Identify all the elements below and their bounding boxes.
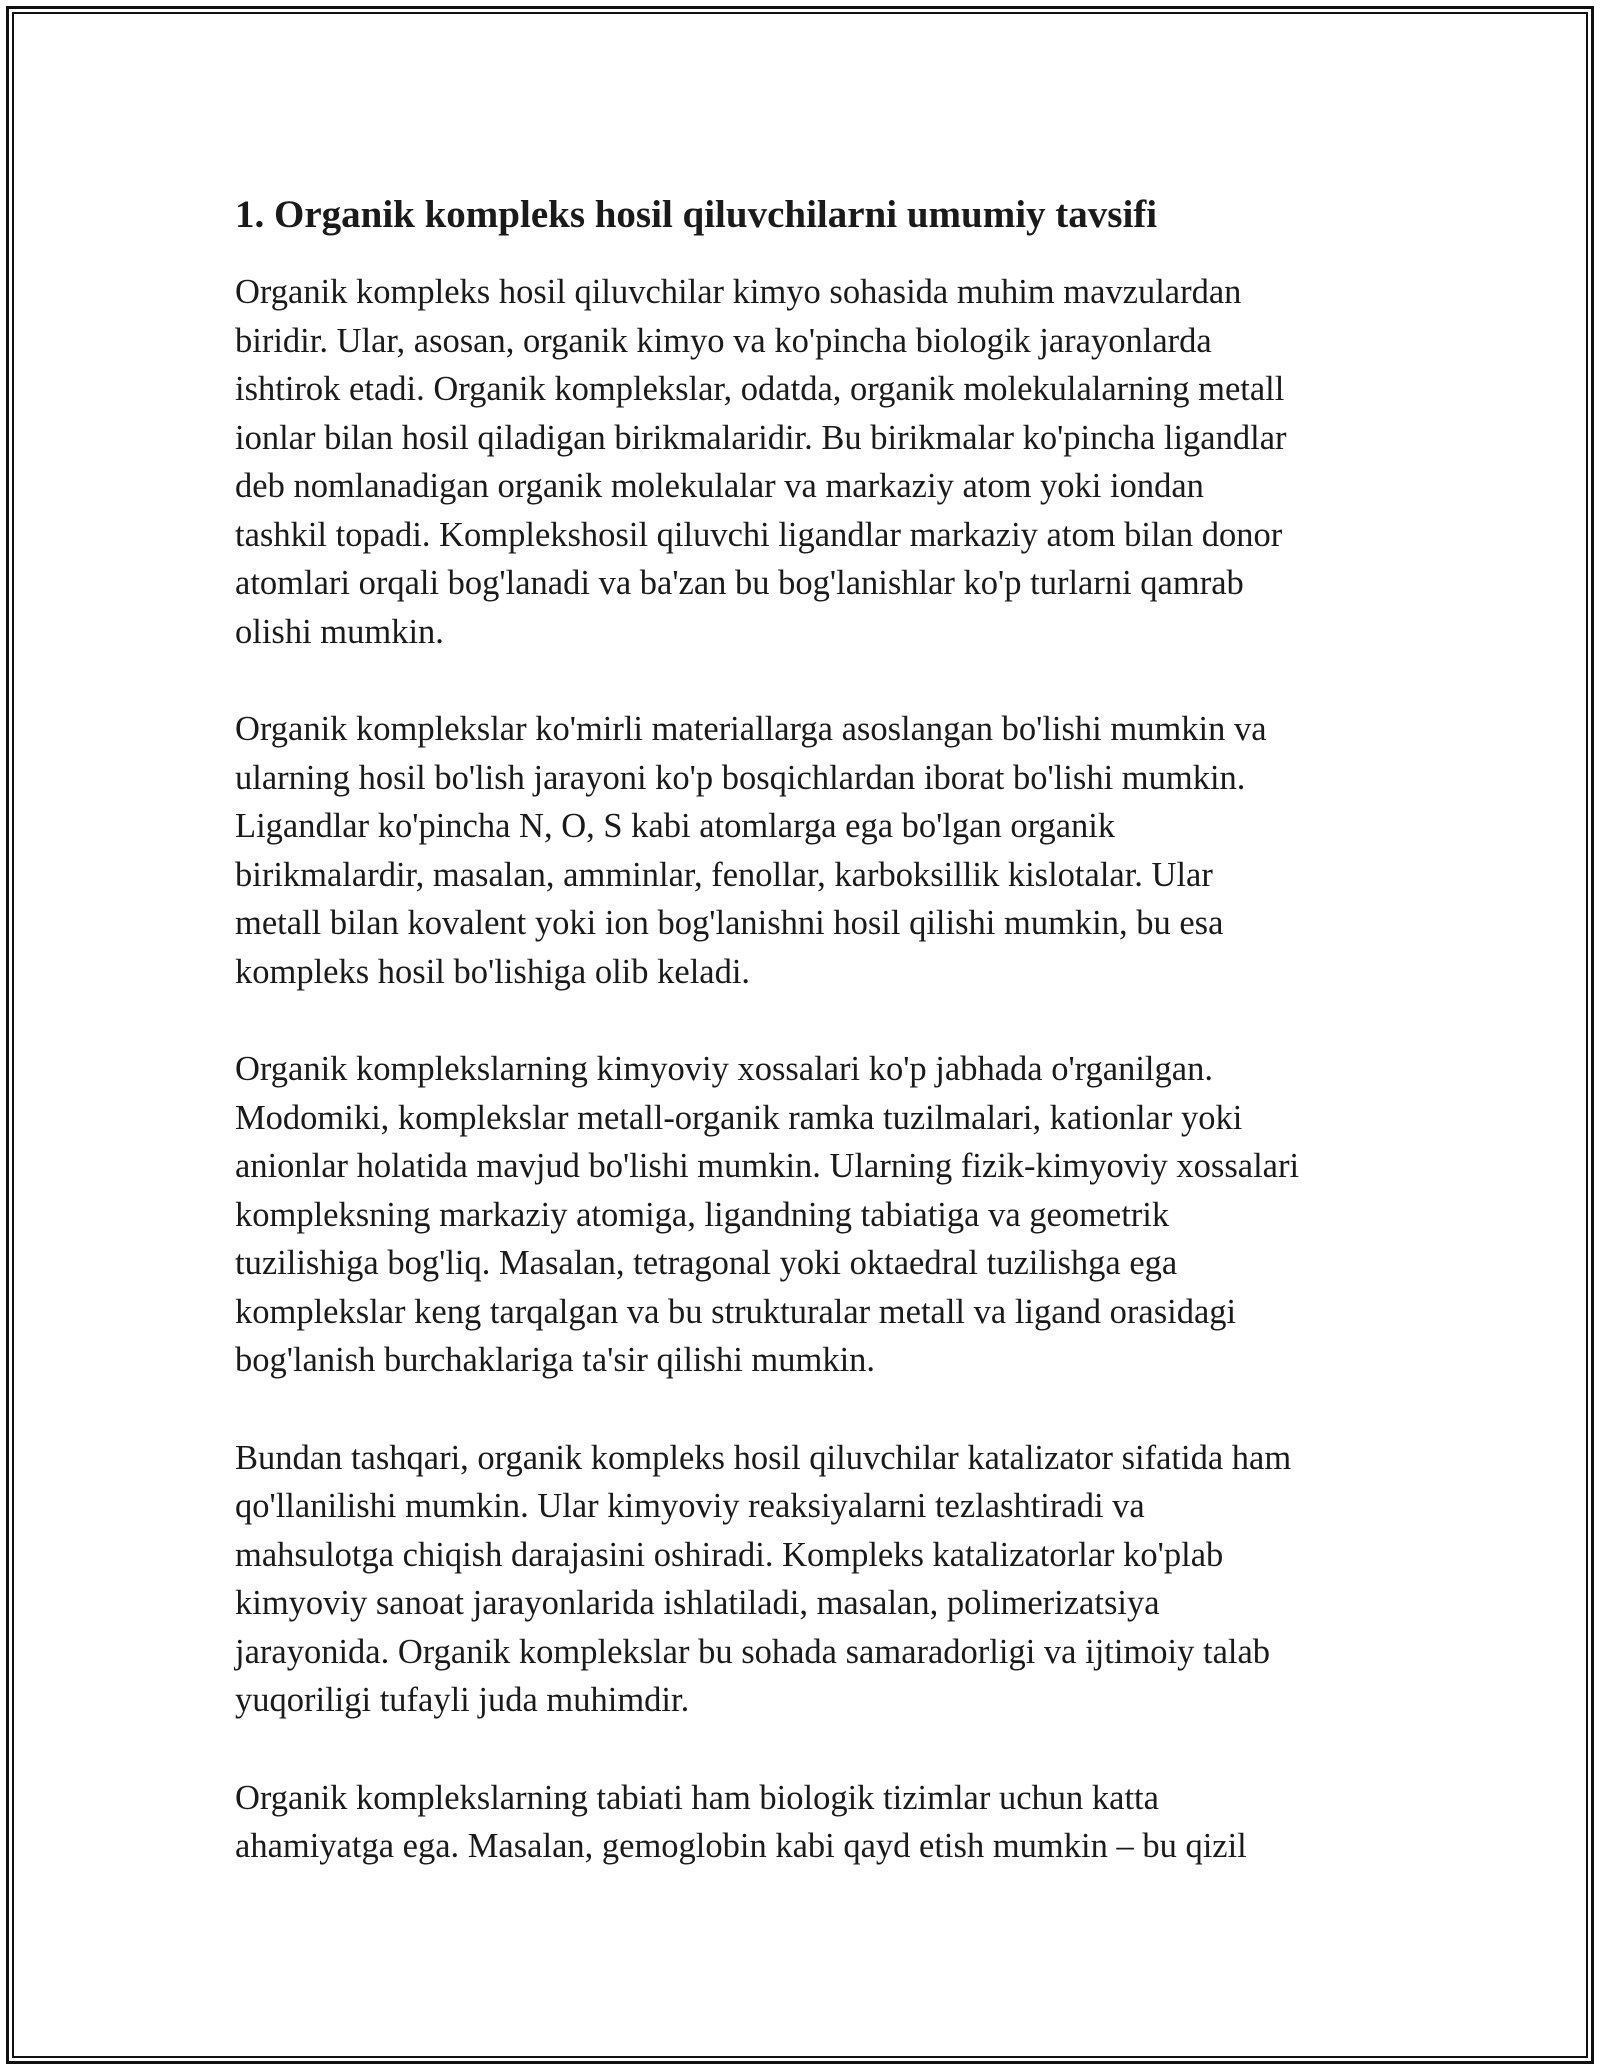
paragraph-line: tuzilishiga bog'liq. Masalan, tetragonal yoki oktaedral tuzilishga ega: [235, 1244, 1178, 1282]
paragraph-line: Organik komplekslar ko'mirli materiallarga asoslangan bo'lishi mumkin va: [235, 710, 1267, 748]
paragraph-line: deb nomlanadigan organik molekulalar va markaziy atom yoki iondan: [235, 467, 1204, 505]
paragraph-line: ionlar bilan hosil qiladigan birikmalaridir. Bu birikmalar ko'pincha ligandlar: [235, 418, 1287, 457]
paragraph-line: biridir. Ular, asosan, organik kimyo va ko'pincha biologik jarayonlarda: [235, 321, 1212, 360]
paragraph-2: [235, 705, 1375, 996]
paragraph-line: Ligandlar ko'pincha N, O, S kabi atomlarga ega bo'lgan organik: [235, 807, 1116, 845]
paragraph-line: birikmalardir, masalan, amminlar, fenollar, karboksillik kislotalar. Ular: [235, 855, 1213, 894]
paragraph-5: [235, 1774, 1375, 1871]
paragraph-4: [235, 1434, 1375, 1725]
paragraph-line: ahamiyatga ega. Masalan, gemoglobin kabi qayd etish mumkin – bu qizil: [235, 1827, 1247, 1865]
paragraph-line: Organik komplekslarning tabiati ham biologik tizimlar uchun katta: [235, 1778, 1159, 1817]
paragraph-line: Bundan tashqari, organik kompleks hosil qiluvchilar katalizator sifatida ham: [235, 1438, 1292, 1477]
paragraph-1: [235, 268, 1375, 656]
paragraph-line: Organik komplekslarning kimyoviy xossalari ko'p jabhada o'rganilgan.: [235, 1050, 1213, 1088]
paragraph-line: Organik kompleks hosil qiluvchilar kimyo sohasida muhim mavzulardan: [235, 273, 1242, 311]
paragraph-line: yuqoriligi tufayli juda muhimdir.: [235, 1681, 690, 1719]
paragraph-line: olishi mumkin.: [235, 612, 444, 651]
paragraph-line: mahsulotga chiqish darajasini oshiradi. Kompleks katalizatorlar ko'plab: [235, 1535, 1224, 1574]
paragraph-3: [235, 1045, 1375, 1385]
paragraph-line: jarayonida. Organik komplekslar bu sohada samaradorligi va ijtimoiy talab: [235, 1632, 1271, 1671]
paragraph-line: bog'lanish burchaklariga ta'sir qilishi mumkin.: [235, 1341, 876, 1379]
paragraph-line: kompleks hosil bo'lishiga olib keladi.: [235, 952, 751, 991]
paragraph-line: tashkil topadi. Komplekshosil qiluvchi ligandlar markaziy atom bilan donor: [235, 515, 1283, 554]
paragraph-line: atomlari orqali bog'lanadi va ba'zan bu bog'lanishlar ko'p turlarni qamrab: [235, 564, 1244, 602]
paragraph-line: kompleksning markaziy atomiga, ligandning tabiatiga va geometrik: [235, 1195, 1170, 1234]
document-body: [235, 188, 1375, 1920]
paragraph-line: qo'llanilishi mumkin. Ular kimyoviy reaksiyalarni tezlashtiradi va: [235, 1487, 1145, 1525]
paragraph-line: anionlar holatida mavjud bo'lishi mumkin. Ularning fizik-kimyoviy xossalari: [235, 1147, 1300, 1185]
paragraph-line: metall bilan kovalent yoki ion bog'lanishni hosil qilishi mumkin, bu esa: [235, 904, 1224, 942]
paragraph-line: Modomiki, komplekslar metall-organik ramka tuzilmalari, kationlar yoki: [235, 1098, 1243, 1137]
paragraph-line: ishtirok etadi. Organik komplekslar, odatda, organik molekulalarning metall: [235, 370, 1285, 408]
paragraph-line: ularning hosil bo'lish jarayoni ko'p bosqichlardan iborat bo'lishi mumkin.: [235, 758, 1246, 797]
paragraph-line: kimyoviy sanoat jarayonlarida ishlatiladi, masalan, polimerizatsiya: [235, 1584, 1160, 1622]
section-heading: 1. Organik kompleks hosil qiluvchilarni umumiy tavsifi: [235, 193, 1158, 236]
paragraph-line: komplekslar keng tarqalgan va bu strukturalar metall va ligand orasidagi: [235, 1292, 1237, 1331]
